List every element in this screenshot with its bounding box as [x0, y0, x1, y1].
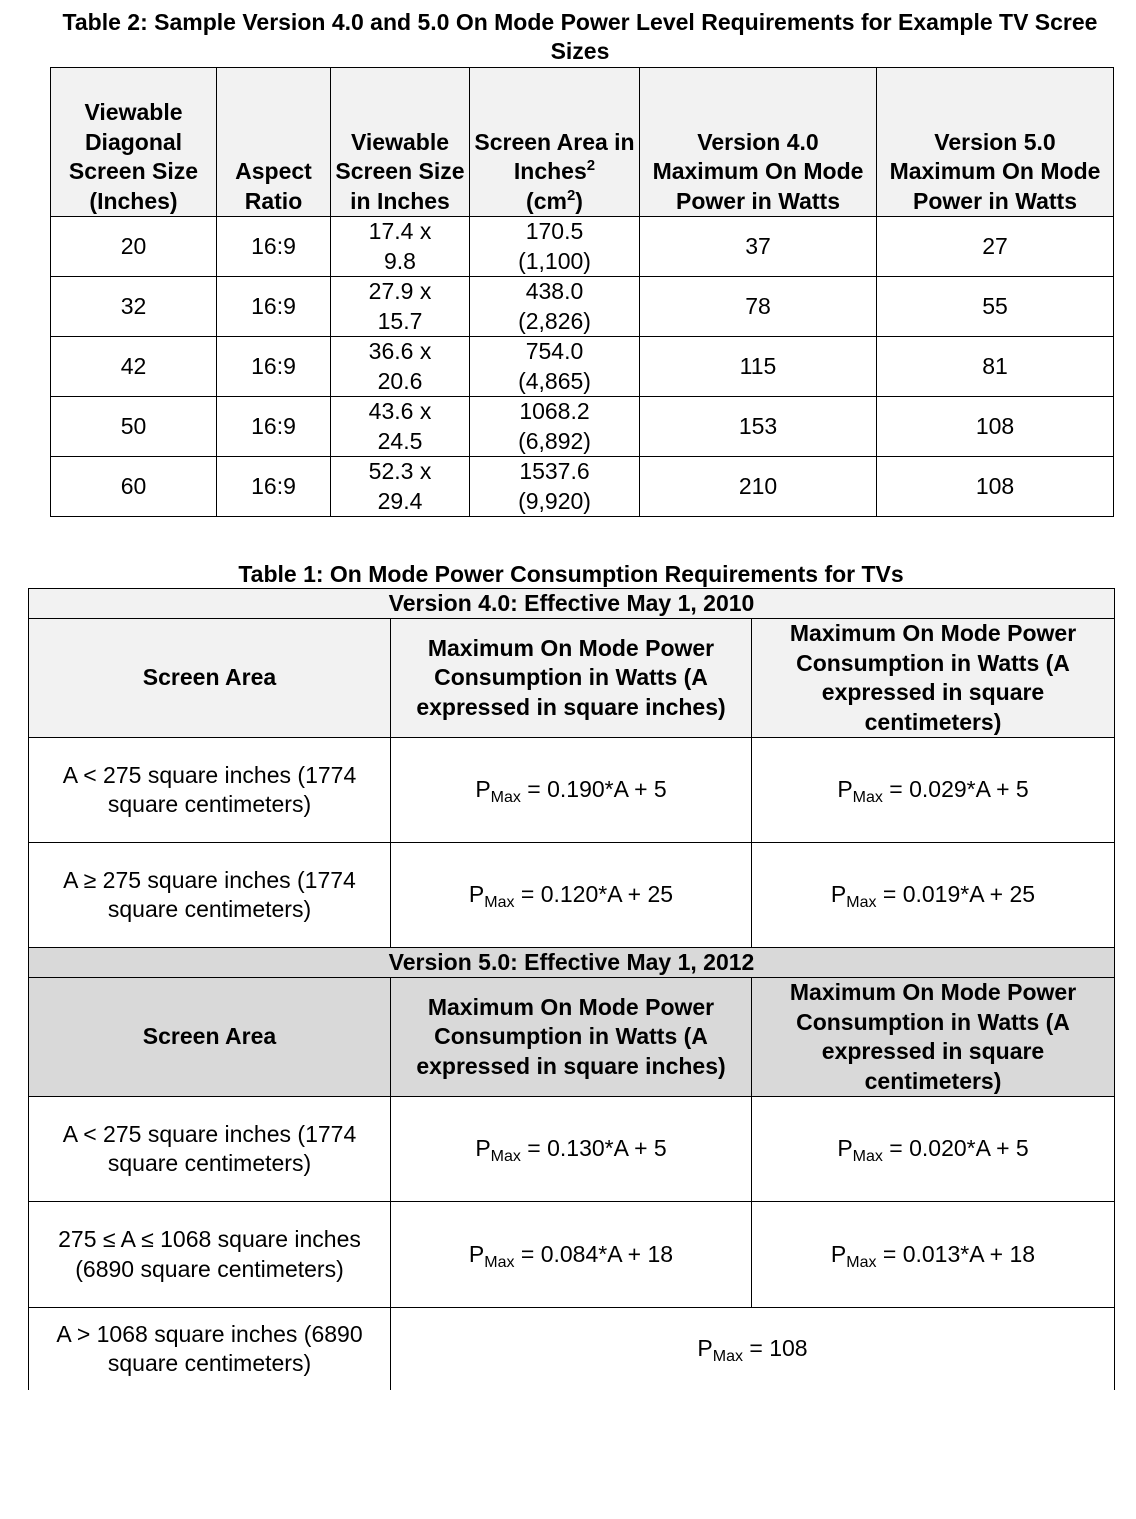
area-cm: (2,826): [518, 307, 591, 334]
cell-equation-inches: [391, 1202, 752, 1308]
v4-col-inches: Maximum On Mode Power Consumption in Watts (A expressed in square inches): [391, 619, 752, 738]
p-subscript: Max: [484, 1253, 515, 1271]
v4-section-row: [29, 589, 1115, 619]
area-header-cm-sup: 2: [566, 186, 576, 204]
table2-header-row: [51, 68, 1114, 217]
cell-equation-cm: [752, 1202, 1115, 1308]
col-header-v4: Version 4.0 Maximum On Mode Power in Watts: [640, 68, 877, 217]
cell-equation-cm: [752, 1097, 1115, 1202]
equation: = 108: [743, 1335, 808, 1362]
table-row: [29, 1308, 1115, 1391]
area-header-cm: (cm: [526, 187, 567, 214]
col-header-aspect: Aspect Ratio: [217, 68, 331, 217]
table2: [50, 67, 1114, 517]
p-symbol: P: [468, 881, 485, 908]
p-subscript: Max: [846, 894, 877, 912]
equation: = 0.020*A + 5: [882, 1135, 1029, 1162]
area-header-text: Screen Area in Inches: [474, 128, 635, 184]
equation: = 0.130*A + 5: [520, 1135, 667, 1162]
cell-v5: 108: [877, 457, 1114, 517]
v4-col-centimeters: Maximum On Mode Power Consumption in Watts (A expressed in square centimeters): [752, 619, 1115, 738]
size-line1: 52.3 x: [368, 458, 432, 484]
p-symbol: P: [837, 1135, 853, 1162]
cell-v4: 153: [640, 397, 877, 457]
cell-screen-area: A < 275 square inches (1774 square centimeters): [29, 738, 391, 843]
area-cm: (4,865): [518, 367, 591, 394]
table-row: [51, 337, 1114, 397]
col-header-diagonal: Viewable Diagonal Screen Size (Inches): [51, 68, 217, 217]
cell-aspect: 16:9: [217, 217, 331, 277]
area-inches: 1537.6: [519, 458, 590, 484]
size-line2: 20.6: [377, 367, 423, 394]
size-line2: 29.4: [377, 487, 423, 514]
v5-col-inches: Maximum On Mode Power Consumption in Watts (A expressed in square inches): [391, 978, 752, 1097]
table2-title: [0, 8, 1136, 66]
cell-equation-cm: [752, 843, 1115, 948]
cell-diagonal: 32: [51, 277, 217, 337]
p-subscript: Max: [846, 1253, 877, 1271]
cell-v4: 37: [640, 217, 877, 277]
table-row: [51, 397, 1114, 457]
table1-title: Table 1: On Mode Power Consumption Requirements for TVs: [238, 561, 904, 587]
cell-size: [331, 337, 470, 397]
p-symbol: P: [468, 1240, 485, 1267]
cell-area: [470, 217, 640, 277]
size-line2: 15.7: [377, 307, 423, 334]
area-header-sup: 2: [586, 157, 596, 174]
table-row: [29, 738, 1115, 843]
cell-diagonal: 60: [51, 457, 217, 517]
v5-section-row: [29, 948, 1115, 978]
equation: = 0.029*A + 5: [882, 776, 1029, 803]
cell-diagonal: 50: [51, 397, 217, 457]
equation: = 0.019*A + 25: [876, 881, 1036, 908]
p-subscript: Max: [484, 894, 515, 912]
cell-aspect: 16:9: [217, 457, 331, 517]
cell-v4: 78: [640, 277, 877, 337]
cell-v4: 115: [640, 337, 877, 397]
p-subscript: Max: [852, 789, 883, 807]
cell-size: [331, 397, 470, 457]
cell-size: [331, 457, 470, 517]
equation: = 0.013*A + 18: [876, 1240, 1036, 1267]
table1: [28, 588, 1115, 1390]
area-cm: (1,100): [518, 247, 591, 274]
col-header-size: Viewable Screen Size in Inches: [331, 68, 470, 217]
col-header-area: [470, 68, 640, 217]
table-row: [29, 1202, 1115, 1308]
area-inches: 1068.2: [519, 398, 590, 424]
area-cm: (9,920): [518, 487, 591, 514]
cell-screen-area: A > 1068 square inches (6890 square centimeters): [29, 1308, 391, 1391]
table-row: [51, 277, 1114, 337]
v4-header-row: [29, 619, 1115, 738]
cell-area: [470, 277, 640, 337]
size-line1: 27.9 x: [368, 278, 432, 304]
p-symbol: P: [837, 776, 853, 803]
cell-v4: 210: [640, 457, 877, 517]
v4-col-screen-area: Screen Area: [29, 619, 391, 738]
cell-area: [470, 457, 640, 517]
cell-equation-inches: [391, 843, 752, 948]
cell-equation-merged: [391, 1308, 1115, 1391]
cell-equation-inches: [391, 1097, 752, 1202]
p-symbol: P: [475, 1135, 491, 1162]
cell-aspect: 16:9: [217, 337, 331, 397]
cell-screen-area: 275 ≤ A ≤ 1068 square inches (6890 square centimeters): [29, 1202, 391, 1308]
size-line1: 43.6 x: [368, 398, 432, 424]
p-symbol: P: [830, 1240, 847, 1267]
cell-screen-area: A ≥ 275 square inches (1774 square centimeters): [29, 843, 391, 948]
v4-section-title: Version 4.0: Effective May 1, 2010: [29, 589, 1115, 619]
cell-size: [331, 217, 470, 277]
area-inches: 438.0: [525, 278, 584, 304]
table-row: [29, 843, 1115, 948]
area-inches: 754.0: [525, 338, 584, 364]
cell-v5: 108: [877, 397, 1114, 457]
equation: = 0.190*A + 5: [520, 776, 667, 803]
p-symbol: P: [697, 1335, 713, 1362]
v5-header-row: [29, 978, 1115, 1097]
p-subscript: Max: [490, 1148, 521, 1166]
v5-section-title: Version 5.0: Effective May 1, 2012: [29, 948, 1115, 978]
size-line2: 24.5: [377, 427, 423, 454]
v5-col-screen-area: Screen Area: [29, 978, 391, 1097]
cell-area: [470, 337, 640, 397]
table-row: [29, 1097, 1115, 1202]
size-line2: 9.8: [384, 247, 416, 274]
table-row: [51, 457, 1114, 517]
area-inches: 170.5: [525, 218, 584, 244]
cell-equation-cm: [752, 738, 1115, 843]
p-symbol: P: [475, 776, 491, 803]
cell-equation-inches: [391, 738, 752, 843]
cell-area: [470, 397, 640, 457]
cell-screen-area: A < 275 square inches (1774 square centimeters): [29, 1097, 391, 1202]
table2-title-line2: Sizes: [550, 38, 610, 64]
area-header-cm-close: ): [575, 187, 583, 214]
area-cm: (6,892): [518, 427, 591, 454]
size-line1: 17.4 x: [368, 218, 432, 244]
table2-title-line1: Table 2: Sample Version 4.0 and 5.0 On Mode Power Level Requirements for Example TV Scree: [62, 9, 1098, 35]
col-header-v5: Version 5.0 Maximum On Mode Power in Watts: [877, 68, 1114, 217]
cell-v5: 27: [877, 217, 1114, 277]
v5-col-centimeters: Maximum On Mode Power Consumption in Watts (A expressed in square centimeters): [752, 978, 1115, 1097]
size-line1: 36.6 x: [368, 338, 432, 364]
equation: = 0.084*A + 18: [514, 1240, 674, 1267]
cell-v5: 81: [877, 337, 1114, 397]
p-symbol: P: [830, 881, 847, 908]
cell-size: [331, 277, 470, 337]
cell-diagonal: 42: [51, 337, 217, 397]
equation: = 0.120*A + 25: [514, 881, 674, 908]
table-row: [51, 217, 1114, 277]
cell-v5: 55: [877, 277, 1114, 337]
p-subscript: Max: [712, 1348, 743, 1366]
p-subscript: Max: [490, 789, 521, 807]
p-subscript: Max: [852, 1148, 883, 1166]
cell-diagonal: 20: [51, 217, 217, 277]
cell-aspect: 16:9: [217, 277, 331, 337]
cell-aspect: 16:9: [217, 397, 331, 457]
